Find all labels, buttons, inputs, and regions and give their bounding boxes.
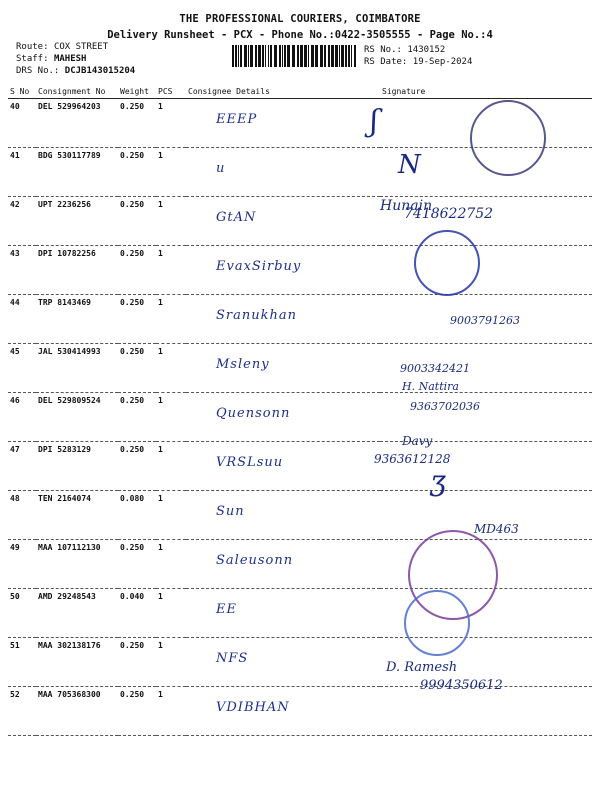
staff-line <box>16 54 86 64</box>
barcode-bar <box>248 45 249 67</box>
barcode-bar <box>297 45 299 67</box>
cell-consignee <box>186 442 380 491</box>
cell-pcs: 1 <box>156 295 186 344</box>
consignee-handwriting: Sranukhan <box>216 308 297 323</box>
barcode-bar <box>341 45 344 67</box>
consignee-handwriting: u <box>216 161 226 176</box>
signature-phone-42: 7418622752 <box>404 206 494 222</box>
cell-consignment: DEL 529809524 <box>36 393 118 442</box>
office-stamp-43 <box>414 230 480 296</box>
cell-consignment: MAA 107112130 <box>36 540 118 589</box>
col-pcs: PCS <box>156 84 186 99</box>
cell-pcs: 1 <box>156 540 186 589</box>
signature-note-49: MD463 <box>474 522 519 536</box>
cell-consignee <box>186 197 380 246</box>
consignee-handwriting: EEEP <box>216 112 258 127</box>
barcode-bar <box>232 45 234 67</box>
cell-sno: 49 <box>8 540 36 589</box>
cell-consignment: DEL 529964203 <box>36 99 118 148</box>
barcode-bar <box>274 45 277 67</box>
cell-consignee <box>186 295 380 344</box>
cell-sno: 45 <box>8 344 36 393</box>
cell-weight: 0.250 <box>118 246 156 295</box>
cell-consignee <box>186 491 380 540</box>
barcode-bar <box>258 45 261 67</box>
barcode-bar <box>320 45 323 67</box>
cell-sno: 41 <box>8 148 36 197</box>
barcode-bar <box>244 45 247 67</box>
cell-sno: 46 <box>8 393 36 442</box>
cell-consignee <box>186 99 380 148</box>
cell-pcs: 1 <box>156 246 186 295</box>
consignee-handwriting: EE <box>216 602 237 617</box>
cell-sno: 40 <box>8 99 36 148</box>
consignee-handwriting: VRSLsuu <box>216 455 284 470</box>
staff-value: MAHESH <box>53 54 87 64</box>
cell-sno: 43 <box>8 246 36 295</box>
cell-consignment: DPI 5283129 <box>36 442 118 491</box>
cell-signature <box>380 442 592 491</box>
page-subtitle: Delivery Runsheet - PCX - Phone No.:0422-3505555 - Page No.:4 <box>107 29 493 41</box>
signature-scribble-41: N <box>398 150 421 180</box>
cell-consignment: AMD 29248543 <box>36 589 118 638</box>
staff-label: Staff: <box>16 54 49 64</box>
cell-weight: 0.250 <box>118 442 156 491</box>
cell-pcs: 1 <box>156 344 186 393</box>
cell-sno: 48 <box>8 491 36 540</box>
signature-name-47: Davy <box>402 434 433 448</box>
cell-sno: 47 <box>8 442 36 491</box>
signature-phone-44: 9003791263 <box>450 314 520 327</box>
cell-signature <box>380 246 592 295</box>
signature-name-42: Hunain <box>380 198 433 214</box>
barcode-bar <box>351 45 352 67</box>
cell-consignee <box>186 246 380 295</box>
barcode <box>232 45 358 67</box>
table-row <box>8 393 592 442</box>
signature-phone-47: 9363612128 <box>374 452 451 466</box>
company-stamp-top <box>470 100 546 176</box>
col-consignment: Consignment No <box>36 84 118 99</box>
barcode-bar <box>235 45 237 67</box>
barcode-bar <box>308 45 309 67</box>
barcode-bar <box>262 45 264 67</box>
rs-no-label: RS No.: <box>364 45 402 55</box>
drs-value: DCJB143015204 <box>64 66 136 76</box>
route-value: COX STREET <box>53 42 109 52</box>
barcode-bar <box>292 45 295 67</box>
signature-phone-46: 9363702036 <box>410 400 480 413</box>
cell-weight: 0.250 <box>118 687 156 736</box>
cell-sno: 44 <box>8 295 36 344</box>
barcode-bar <box>265 45 266 67</box>
consignee-handwriting: Saleusonn <box>216 553 294 568</box>
consignee-handwriting: EvaxSirbuy <box>216 259 302 274</box>
cell-consignment: MAA 302138176 <box>36 638 118 687</box>
table-row <box>8 687 592 736</box>
consignee-handwriting: VDIBHAN <box>216 700 290 715</box>
barcode-bar <box>345 45 347 67</box>
cell-consignment: JAL 530414993 <box>36 344 118 393</box>
drs-label: DRS No.: <box>16 66 60 76</box>
cell-pcs: 1 <box>156 393 186 442</box>
route-line <box>16 42 108 52</box>
cell-consignee <box>186 540 380 589</box>
barcode-bar <box>315 45 318 67</box>
cell-pcs: 1 <box>156 687 186 736</box>
cell-consignee <box>186 344 380 393</box>
table-row <box>8 344 592 393</box>
cell-sno: 42 <box>8 197 36 246</box>
cell-consignment: TRP 8143469 <box>36 295 118 344</box>
cell-pcs: 1 <box>156 197 186 246</box>
cell-consignment: MAA 705368300 <box>36 687 118 736</box>
consignee-handwriting: NFS <box>216 651 249 666</box>
cell-consignment: UPT 2236256 <box>36 197 118 246</box>
route-label: Route: <box>16 42 49 52</box>
page-title: THE PROFESSIONAL COURIERS, COIMBATORE <box>179 13 421 25</box>
cell-weight: 0.250 <box>118 197 156 246</box>
cell-consignee <box>186 589 380 638</box>
table-row <box>8 540 592 589</box>
cell-consignment: DPI 10782256 <box>36 246 118 295</box>
cell-weight: 0.250 <box>118 393 156 442</box>
rs-date-line <box>364 57 472 67</box>
cell-weight: 0.250 <box>118 638 156 687</box>
barcode-bar <box>348 45 350 67</box>
barcode-bar <box>287 45 290 67</box>
barcode-bar <box>240 45 242 67</box>
barcode-bar <box>268 45 269 67</box>
cell-consignee <box>186 148 380 197</box>
cell-pcs: 1 <box>156 148 186 197</box>
barcode-bar <box>279 45 281 67</box>
cell-weight: 0.250 <box>118 295 156 344</box>
barcode-bar <box>331 45 334 67</box>
barcode-bar <box>250 45 253 67</box>
barcode-bar <box>339 45 340 67</box>
barcode-bar <box>324 45 326 67</box>
drs-line <box>16 66 135 76</box>
barcode-bar <box>282 45 283 67</box>
signature-name-46: H. Nattira <box>402 380 459 393</box>
barcode-bar <box>354 45 356 67</box>
signature-phone-45: 9003342421 <box>400 362 470 375</box>
consignee-handwriting: GtAN <box>216 210 257 225</box>
barcode-bar <box>328 45 330 67</box>
cell-weight: 0.250 <box>118 148 156 197</box>
cell-weight: 0.250 <box>118 344 156 393</box>
cell-weight: 0.040 <box>118 589 156 638</box>
cell-pcs: 1 <box>156 589 186 638</box>
consignee-handwriting: Msleny <box>216 357 270 372</box>
cell-weight: 0.080 <box>118 491 156 540</box>
table-row <box>8 442 592 491</box>
barcode-bar <box>255 45 257 67</box>
cell-pcs: 1 <box>156 99 186 148</box>
barcode-bar <box>335 45 338 67</box>
cell-consignee <box>186 687 380 736</box>
barcode-bar <box>311 45 314 67</box>
col-signature: Signature <box>380 84 592 99</box>
barcode-bar <box>284 45 286 67</box>
cell-pcs: 1 <box>156 491 186 540</box>
cell-signature <box>380 687 592 736</box>
rs-date-label: RS Date: <box>364 57 408 67</box>
col-sno: S No <box>8 84 36 99</box>
rs-no-line <box>364 45 445 55</box>
cell-consignment: TEN 2164074 <box>36 491 118 540</box>
table-row <box>8 638 592 687</box>
cell-pcs: 1 <box>156 442 186 491</box>
cell-weight: 0.250 <box>118 99 156 148</box>
cell-pcs: 1 <box>156 638 186 687</box>
barcode-bar <box>300 45 303 67</box>
barcode-bar <box>238 45 239 67</box>
rs-date-value: 19-Sep-2024 <box>412 57 473 67</box>
barcode-bar <box>304 45 307 67</box>
cell-weight: 0.250 <box>118 540 156 589</box>
runsheet-table <box>8 84 592 736</box>
table-row <box>8 197 592 246</box>
cell-consignment: BDG 530117789 <box>36 148 118 197</box>
cell-sno: 52 <box>8 687 36 736</box>
cell-sno: 50 <box>8 589 36 638</box>
consignee-handwriting: Sun <box>216 504 245 519</box>
barcode-bar <box>270 45 272 67</box>
signature-name-52: D. Ramesh <box>386 660 458 675</box>
col-consignee: Consignee Details <box>186 84 380 99</box>
table-row <box>8 589 592 638</box>
rs-no-value: 1430152 <box>407 45 446 55</box>
table-header-row <box>8 84 592 99</box>
signature-scribble-40: ʃ <box>370 104 379 139</box>
col-weight: Weight <box>118 84 156 99</box>
signature-scribble-48: Ʒ <box>430 470 446 503</box>
consignee-handwriting: Quensonn <box>216 406 291 421</box>
signature-phone-52: 9994350612 <box>420 678 503 693</box>
cell-consignee <box>186 393 380 442</box>
office-stamp-51 <box>404 590 470 656</box>
cell-sno: 51 <box>8 638 36 687</box>
cell-consignee <box>186 638 380 687</box>
table-row <box>8 246 592 295</box>
